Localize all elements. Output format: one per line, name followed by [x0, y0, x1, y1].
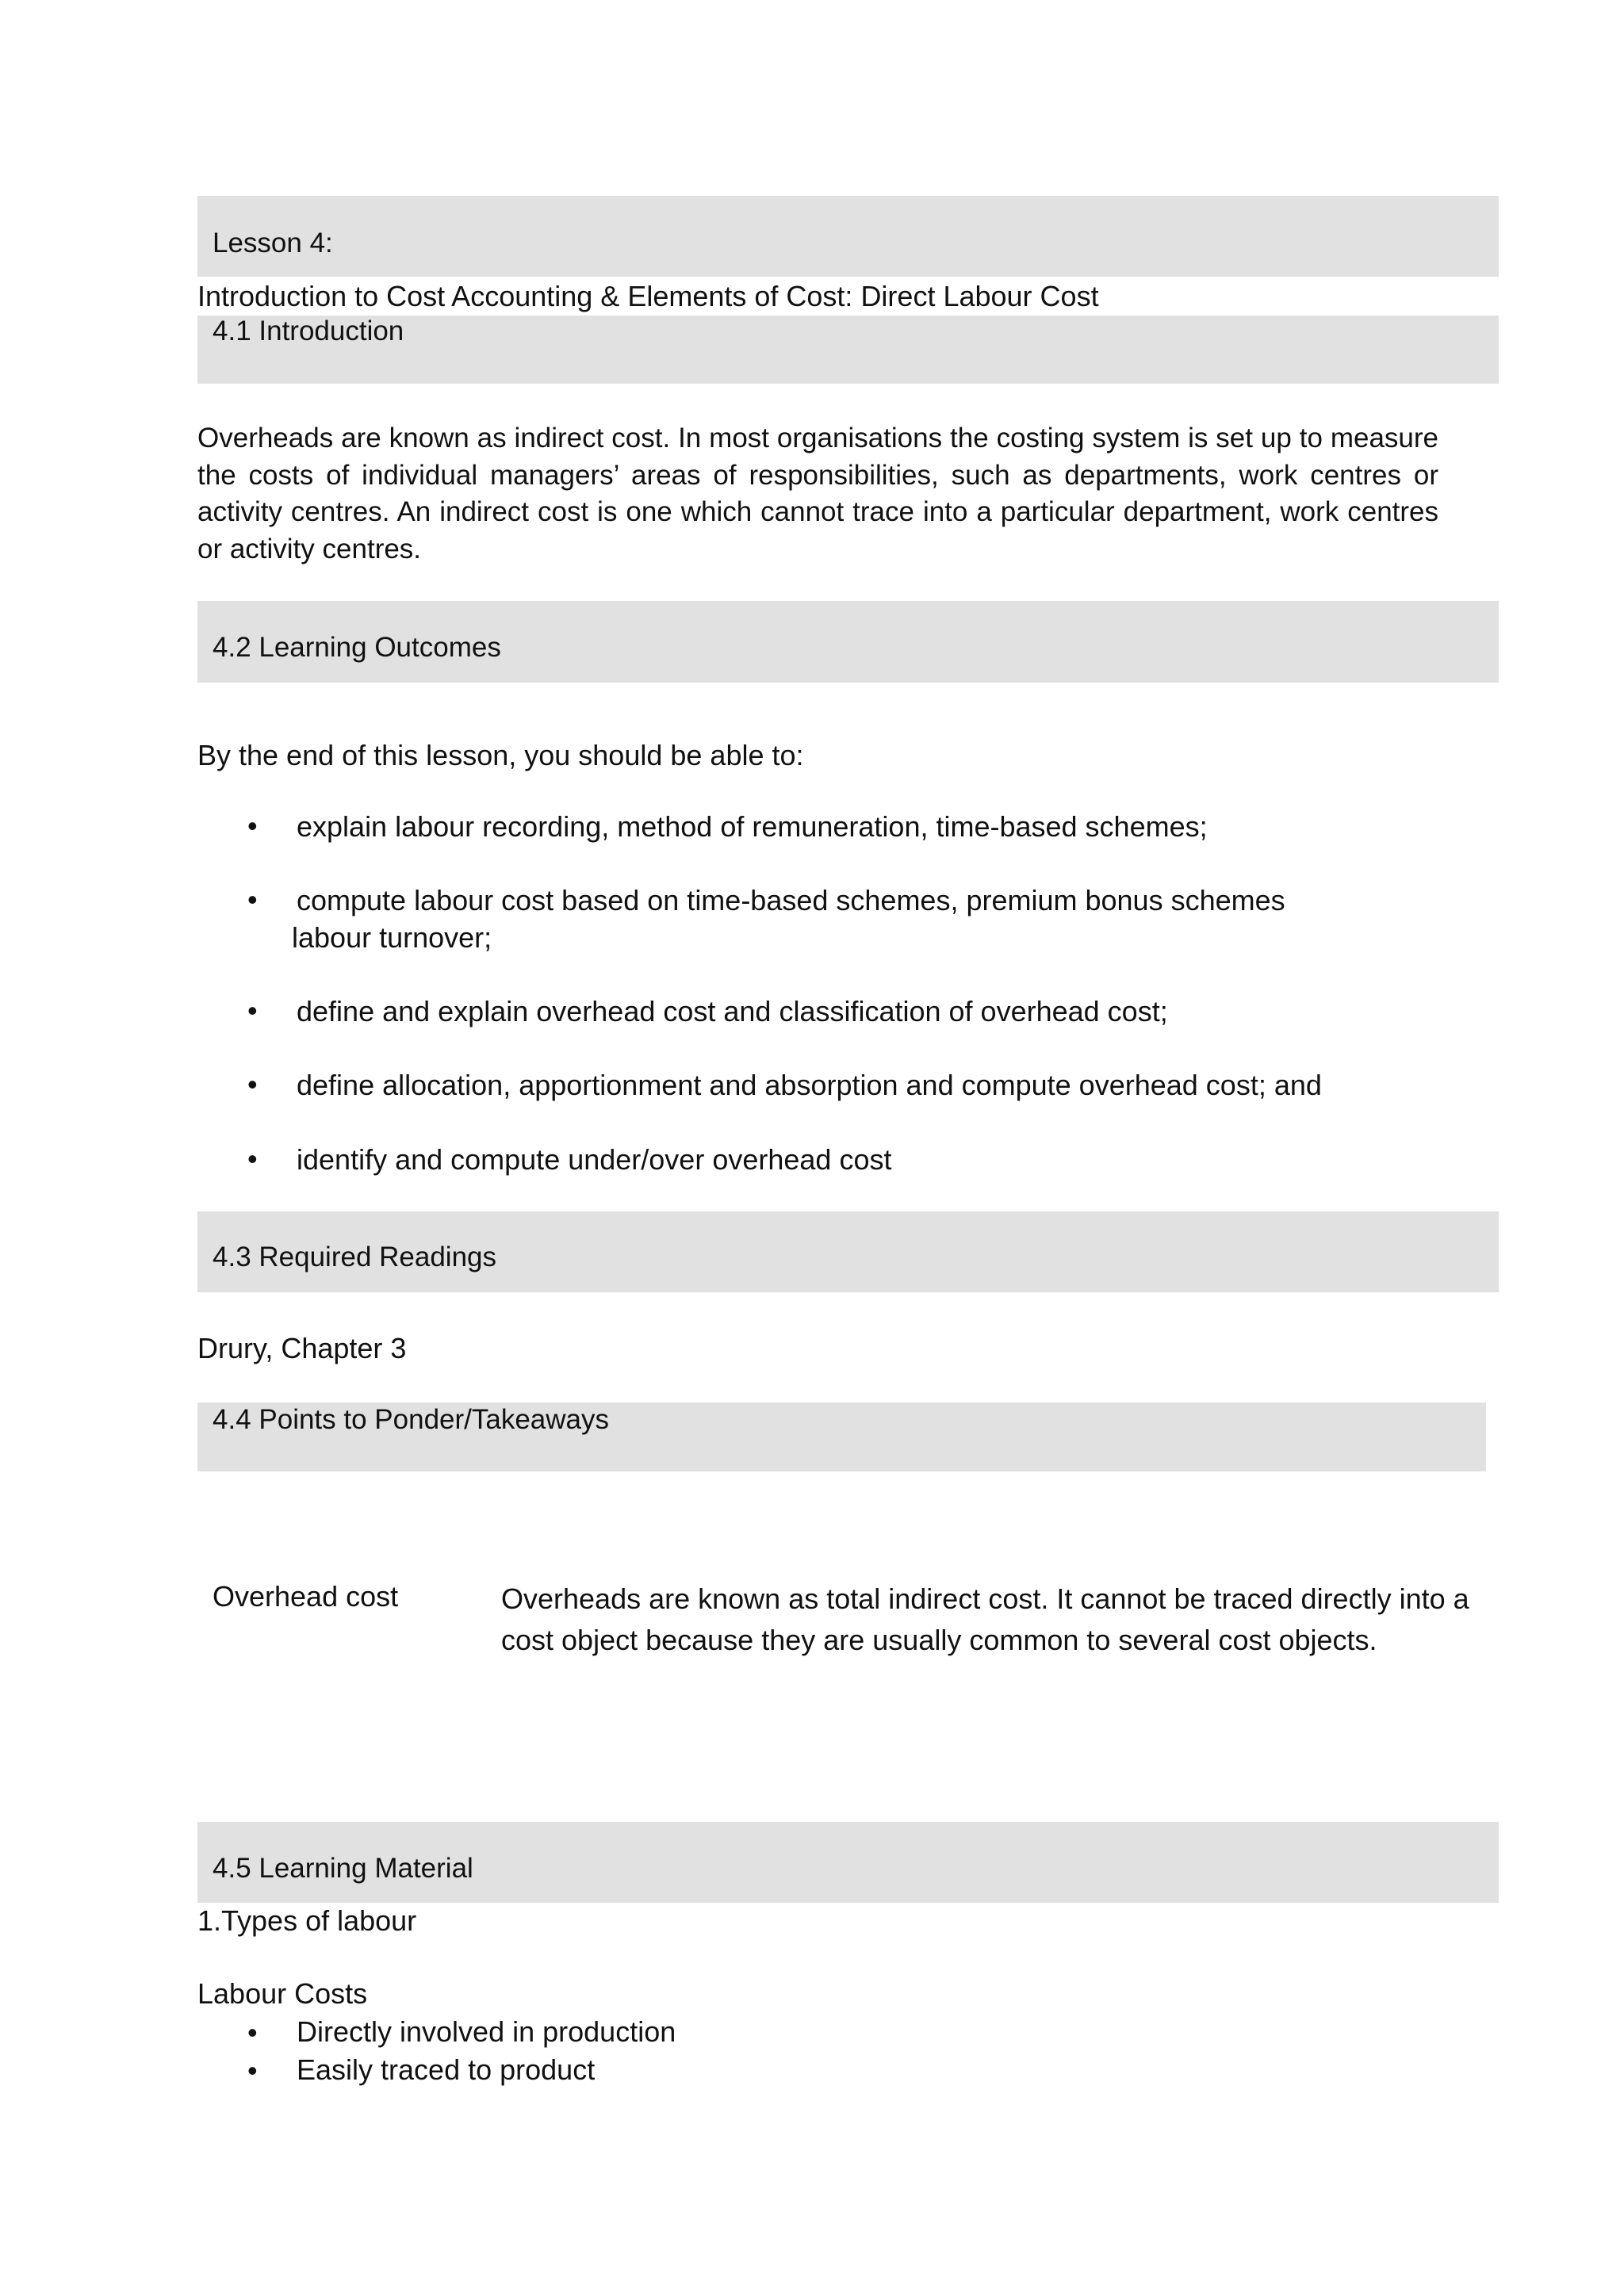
outcome-item: define and explain overhead cost and classification of overhead cost; [297, 995, 1168, 1027]
material-heading: 4.5 Learning Material [213, 1853, 473, 1884]
outcome-item: define allocation, apportionment and absorption and compute overhead cost; and [297, 1069, 1322, 1101]
lesson-label: Lesson 4: [213, 228, 333, 258]
outcome-item: explain labour recording, method of remuneration, time-based schemes; [297, 810, 1208, 843]
takeaways-heading: 4.4 Points to Ponder/Takeaways [213, 1404, 610, 1435]
readings-text: Drury, Chapter 3 [197, 1332, 407, 1364]
outcome-item-continuation: labour turnover; [292, 921, 492, 954]
bullet-icon: • [247, 2016, 258, 2049]
bullet-icon: • [247, 994, 258, 1027]
material-subheading: 1.Types of labour [197, 1904, 417, 1937]
labour-cost-item: Directly involved in production [297, 2015, 676, 2048]
lesson-header-band [197, 196, 1499, 277]
outcome-item: identify and compute under/over overhead cost [297, 1143, 892, 1176]
readings-heading: 4.3 Required Readings [213, 1242, 497, 1272]
labour-costs-heading: Labour Costs [197, 1977, 368, 2010]
introduction-paragraph: Overheads are known as indirect cost. In most organisations the costing system is set up to measure the costs of individual managers’ areas of responsibilities, such as departments, work centres or activity centres. An indirect cost is one which cannot trace into a particular department, work centres or activity centres. [197, 423, 1438, 564]
bullet-icon: • [247, 1068, 258, 1100]
takeaway-definition: Overheads are known as total indirect cost. It cannot be traced directly into a cost object because they are usually common to several cost objects. [501, 1582, 1469, 1656]
bullet-icon: • [247, 2054, 258, 2087]
lesson-title: Introduction to Cost Accounting & Elements of Cost: Direct Labour Cost [197, 280, 1099, 312]
takeaway-term: Overhead cost [213, 1580, 399, 1613]
bullet-icon: • [247, 809, 258, 842]
introduction-heading: 4.1 Introduction [213, 316, 404, 346]
outcomes-heading: 4.2 Learning Outcomes [213, 632, 501, 663]
labour-cost-item: Easily traced to product [297, 2053, 596, 2086]
outcomes-intro: By the end of this lesson, you should be able to: [197, 739, 804, 771]
bullet-icon: • [247, 1142, 258, 1175]
bullet-icon: • [247, 883, 258, 916]
outcome-item: compute labour cost based on time-based schemes, premium bonus schemes [297, 884, 1285, 916]
